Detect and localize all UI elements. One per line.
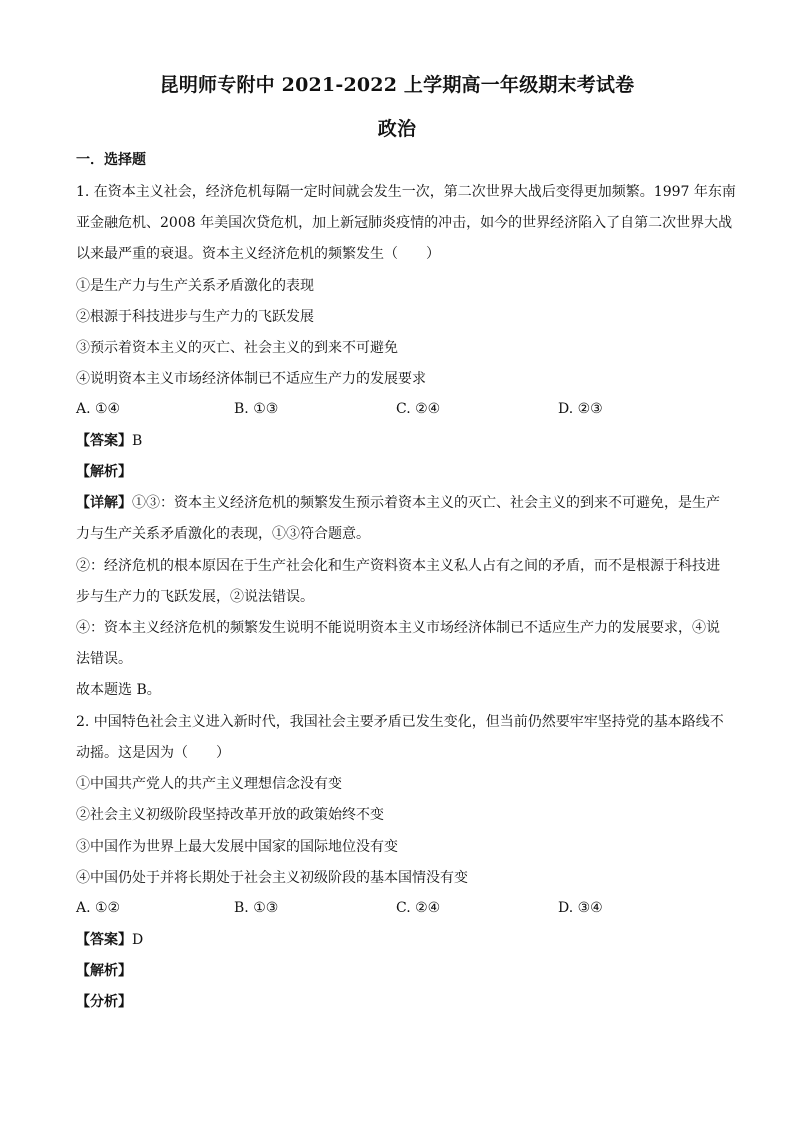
q1-detail-line-6: 法错误。 xyxy=(76,651,132,667)
page-title: 昆明师专附中 2021-2022 上学期高一年级期末考试卷 xyxy=(159,74,635,96)
q2-statement-4: ④中国仍处于并将长期处于社会主义初级阶段的基本国情没有变 xyxy=(76,870,468,886)
detail-text: ①③：资本主义经济危机的频繁发生预示着资本主义的灭亡、社会主义的到来不可避免，是生产 xyxy=(132,495,720,511)
q1-statement-2: ②根源于科技进步与生产力的飞跃发展 xyxy=(76,309,314,325)
q1-answer xyxy=(76,432,726,450)
q1-detail-line-2: 力与生产关系矛盾激化的表现，①③符合题意。 xyxy=(76,526,370,542)
q1-option-b: B. ①③ xyxy=(234,401,279,417)
answer-value: D xyxy=(132,932,144,948)
q2-option-d: D. ③④ xyxy=(558,900,603,916)
q1-option-c: C. ②④ xyxy=(396,401,441,417)
section-heading: 一．选择题 xyxy=(76,152,146,168)
q2-statement-2: ②社会主义初级阶段坚持改革开放的政策始终不变 xyxy=(76,807,384,823)
q1-stem-line-3: 以来最严重的衰退。资本主义经济危机的频繁发生（ ） xyxy=(76,246,440,262)
q1-detail-line-5: ④：资本主义经济危机的频繁发生说明不能说明资本主义市场经济体制已不适应生产力的发展要求，④说 xyxy=(76,620,720,636)
q2-option-b: B. ①③ xyxy=(234,900,279,916)
q2-answer xyxy=(76,931,726,949)
q1-detail-line-1 xyxy=(76,494,726,512)
q1-statement-3: ③预示着资本主义的灭亡、社会主义的到来不可避免 xyxy=(76,340,398,356)
q1-detail-line-3: ②：经济危机的根本原因在于生产社会化和生产资料资本主义私人占有之间的矛盾，而不是根源于科技进 xyxy=(76,558,720,574)
q2-statement-3: ③中国作为世界上最大发展中国家的国际地位没有变 xyxy=(76,839,398,855)
q2-statement-1: ①中国共产党人的共产主义理想信念没有变 xyxy=(76,776,342,792)
q2-analysis-tag: 【解析】 xyxy=(76,963,132,979)
detail-tag: 【详解】 xyxy=(76,495,132,511)
q1-stem-line-2: 亚金融危机、2008 年美国次贷危机，加上新冠肺炎疫情的冲击，如今的世界经济陷入了自第二次世界大战 xyxy=(76,215,733,231)
q1-statement-1: ①是生产力与生产关系矛盾激化的表现 xyxy=(76,278,314,294)
answer-tag: 【答案】 xyxy=(76,433,132,449)
q2-stem-line-2: 动摇。这是因为（ ） xyxy=(76,745,230,761)
answer-value: B xyxy=(132,433,143,449)
q1-stem-line-1: 1. 在资本主义社会，经济危机每隔一定时间就会发生一次，第二次世界大战后变得更加频繁。1997 年东南 xyxy=(76,184,736,200)
q2-stem-line-1: 2. 中国特色社会主义进入新时代，我国社会主要矛盾已发生变化，但当前仍然要牢牢坚持党的基本路线不 xyxy=(76,714,724,730)
q1-analysis-tag: 【解析】 xyxy=(76,464,132,480)
q1-detail-line-4: 步与生产力的飞跃发展，②说法错误。 xyxy=(76,589,314,605)
q1-statement-4: ④说明资本主义市场经济体制已不适应生产力的发展要求 xyxy=(76,371,426,387)
q1-option-d: D. ②③ xyxy=(558,401,603,417)
q2-option-a: A. ①② xyxy=(76,900,121,916)
answer-tag: 【答案】 xyxy=(76,932,132,948)
q2-fenxi-tag: 【分析】 xyxy=(76,994,132,1010)
q1-option-a: A. ①④ xyxy=(76,401,121,417)
q2-option-c: C. ②④ xyxy=(396,900,441,916)
subject-title: 政治 xyxy=(377,118,417,140)
q1-conclusion: 故本题选 B。 xyxy=(76,682,161,698)
